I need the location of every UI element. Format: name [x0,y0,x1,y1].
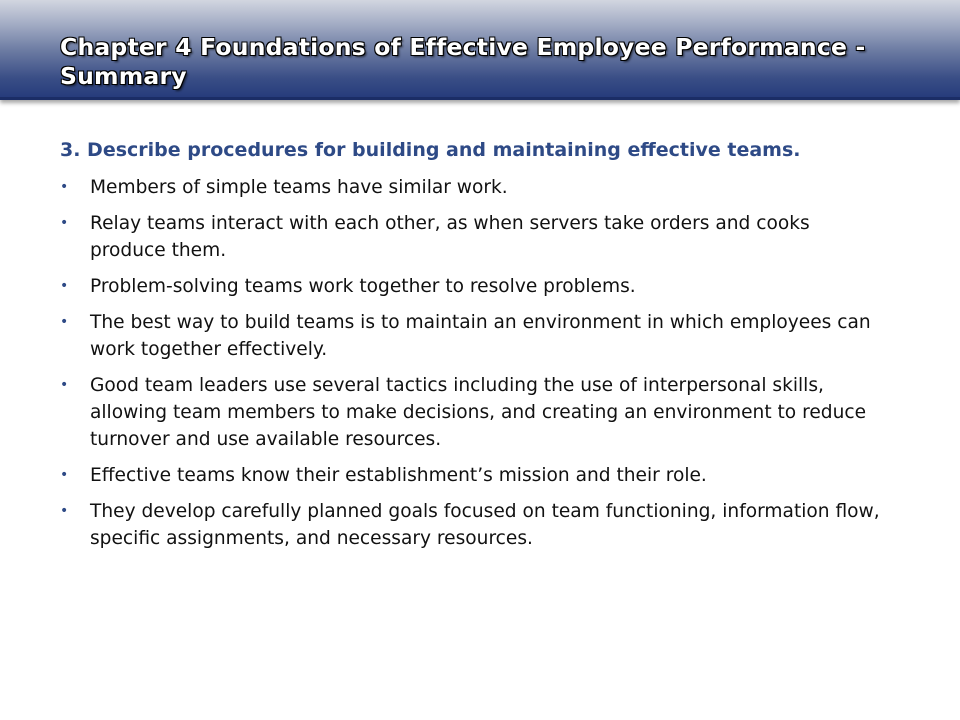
bullet-item [60,210,890,264]
bullet-item [60,462,890,489]
bullet-item [60,309,890,363]
bullet-text: Problem-solving teams work together to resolve problems. [90,276,636,297]
bullet-list [60,174,890,561]
bullet-text: Effective teams know their establishment’s mission and their role. [90,465,707,486]
bullet-text: The best way to build teams is to maintain an environment in which employees can work together effectively. [90,312,871,360]
bullet-text: They develop carefully planned goals focused on team functioning, information flow, specific assignments, and necessary resources. [90,501,880,549]
bullet-text: Good team leaders use several tactics including the use of interpersonal skills, allowing team members to make decisions, and creating an environment to reduce turnover and use available resources. [90,375,867,450]
bullet-text: Relay teams interact with each other, as when servers take orders and cooks produce them. [90,213,810,261]
bullet-item [60,372,890,453]
bullet-icon: • [60,467,69,483]
bullet-text: Members of simple teams have similar work. [90,177,508,198]
section-heading: 3. Describe procedures for building and maintaining effective teams. [60,139,801,161]
bullet-icon: • [60,377,69,393]
bullet-icon: • [60,215,69,231]
bullet-icon: • [60,179,69,195]
bullet-item [60,498,890,552]
bullet-icon: • [60,503,69,519]
bullet-item [60,174,890,201]
bullet-item [60,273,890,300]
slide-title: Chapter 4 Foundations of Effective Employee Performance - Summary [60,33,866,90]
bullet-icon: • [60,314,69,330]
bullet-icon: • [60,278,69,294]
title-bar [0,0,960,100]
